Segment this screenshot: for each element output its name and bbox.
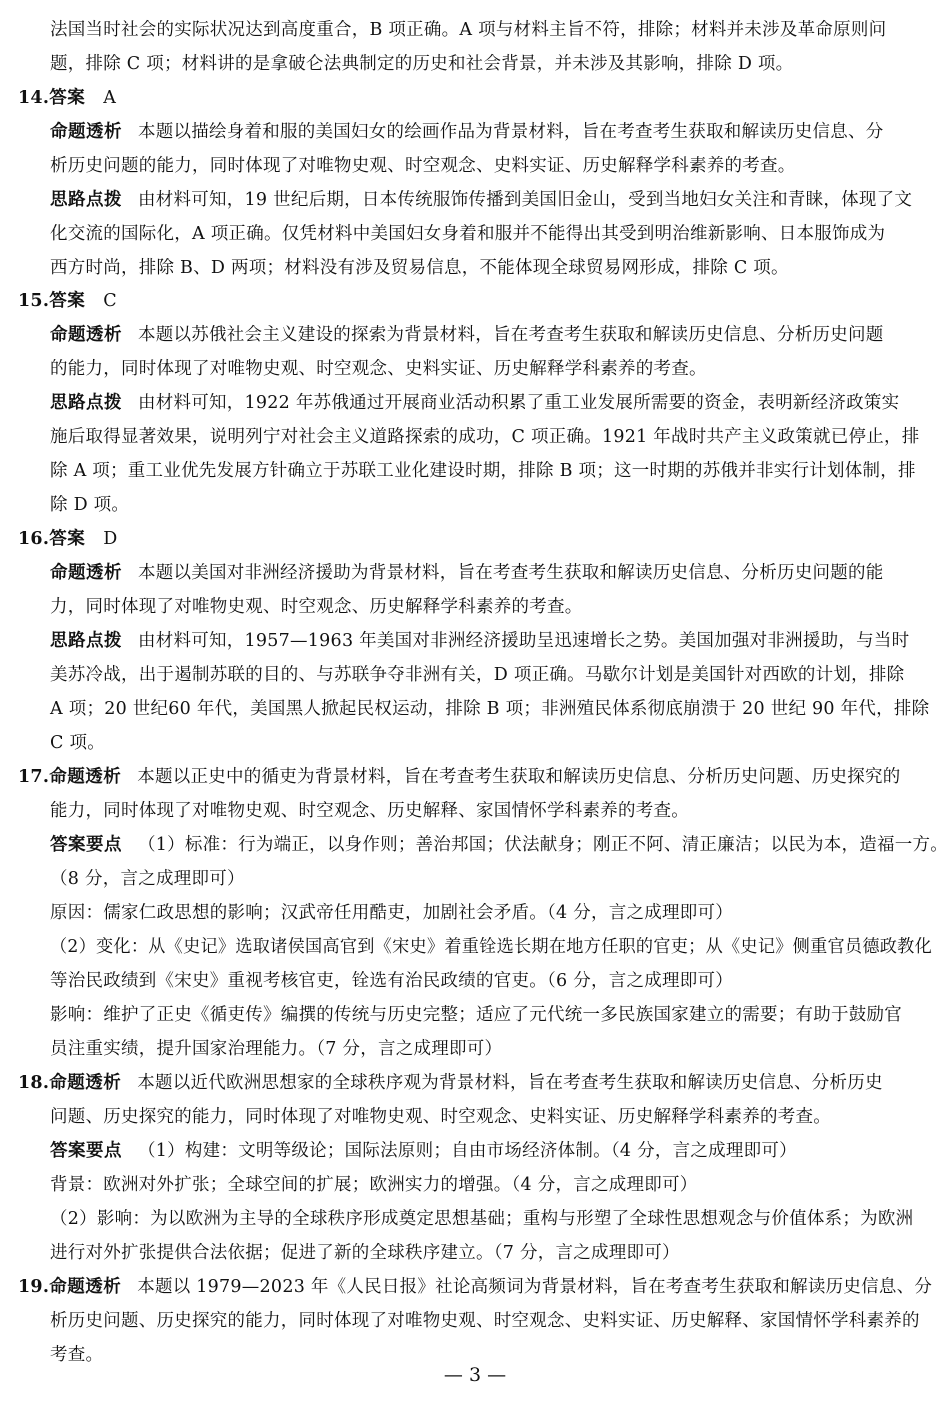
line-text: 影响：维护了正史《循吏传》编撰的传统与历史完整；适应了元代统一多民族国家建立的需要；有助于鼓励官 (50, 1005, 902, 1025)
line-text: 施后取得显著效果，说明列宁对社会主义道路探索的成功，C 项正确。1921 年战时共产主义政策就已停止，排 (50, 427, 920, 447)
text-line (0, 50, 950, 78)
section-label: 命题透析 (50, 122, 122, 142)
text-line (0, 967, 950, 995)
text-line (0, 1171, 950, 1199)
text-line (0, 1273, 950, 1301)
section-label: 答案要点 (50, 835, 122, 855)
line-text: C 项。 (50, 733, 105, 753)
text-line (0, 661, 950, 689)
answer-choice: A (103, 88, 117, 108)
text-line (0, 355, 950, 383)
line-text: 本题以美国对非洲经济援助为背景材料，旨在考查考生获取和解读历史信息、分析历史问题的能 (138, 563, 884, 583)
question-number: 16. (18, 529, 50, 549)
question-number: 14. (18, 88, 50, 108)
section-label: 思路点拨 (50, 190, 122, 210)
line-text: 问题、历史探究的能力，同时体现了对唯物史观、时空观念、史料实证、历史解释学科素养的考查。 (50, 1107, 831, 1127)
line-text: 美苏冷战，出于遏制苏联的目的、与苏联争夺非洲有关，D 项正确。马歇尔计划是美国针对西欧的计划，排除 (50, 665, 905, 685)
text-line (0, 525, 950, 553)
line-text: （8 分，言之成理即可） (50, 869, 245, 889)
text-line (0, 389, 950, 417)
line-text: 进行对外扩张提供合法依据；促进了新的全球秩序建立。（7 分，言之成理即可） (50, 1243, 680, 1263)
line-text: 析历史问题的能力，同时体现了对唯物史观、时空观念、史料实证、历史解释学科素养的考查。 (50, 156, 796, 176)
text-line (1, 933, 933, 961)
line-text: 员注重实绩，提升国家治理能力。（7 分，言之成理即可） (50, 1039, 503, 1059)
line-text: A 项；20 世纪60 年代，美国黑人掀起民权运动，排除 B 项；非洲殖民体系彻底崩溃于 20 世纪 90 年代，排除 (50, 699, 930, 719)
line-text: 由材料可知，1957—1963 年美国对非洲经济援助呈迅速增长之势。美国加强对非洲援助，与当时 (138, 631, 910, 651)
line-text: 析历史问题、历史探究的能力，同时体现了对唯物史观、时空观念、史料实证、历史解释、家国情怀学科素养的 (50, 1311, 920, 1331)
line-text: 由材料可知，19 世纪后期，日本传统服饰传播到美国旧金山，受到当地妇女关注和青睐，体现了文 (138, 190, 913, 210)
text-line (0, 152, 950, 180)
line-text: 本题以正史中的循吏为背景材料，旨在考查考生获取和解读历史信息、分析历史问题、历史探究的 (137, 767, 901, 787)
section-label: 答案 (49, 291, 86, 311)
line-text: 本题以苏俄社会主义建设的探索为背景材料，旨在考查考生获取和解读历史信息、分析历史问题 (138, 325, 884, 345)
text-line (0, 457, 950, 485)
line-text: 由材料可知，1922 年苏俄通过开展商业活动积累了重工业发展所需要的资金，表明新经济政策实 (138, 393, 900, 413)
line-text: 考查。 (50, 1345, 104, 1365)
text-line (0, 254, 950, 282)
line-text: （2）变化：从《史记》选取诸侯国高官到《宋史》着重铨选长期在地方任职的官吏；从《史记》侧重官员德政教化 (50, 937, 932, 957)
line-text: 本题以 1979—2023 年《人民日报》社论高频词为背景材料，旨在考查考生获取和解读历史信息、分 (137, 1277, 933, 1297)
line-text: （1）构建：文明等级论；国际法原则；自由市场经济体制。（4 分，言之成理即可） (138, 1141, 797, 1161)
page-number: — 3 — (443, 1364, 507, 1386)
line-text: 题，排除 C 项；材料讲的是拿破仑法典制定的历史和社会背景，并未涉及其影响，排除 D 项。 (50, 54, 794, 74)
text-line (0, 118, 950, 146)
line-text: （2）影响：为以欧洲为主导的全球秩序形成奠定思想基础；重构与形塑了全球性思想观念与价值体系；为欧洲 (50, 1209, 914, 1229)
question-number: 15. (18, 291, 50, 311)
text-line (0, 627, 950, 655)
text-line (0, 593, 950, 621)
section-label: 答案 (49, 529, 86, 549)
section-label: 思路点拨 (50, 631, 122, 651)
section-label: 命题透析 (49, 1277, 122, 1297)
line-text: 除 D 项。 (50, 495, 130, 515)
question-number: 18. (18, 1073, 50, 1093)
answer-choice: C (103, 291, 117, 311)
answer-choice: D (103, 529, 118, 549)
text-line (0, 491, 950, 519)
line-text: 除 A 项；重工业优先发展方针确立于苏联工业化建设时期，排除 B 项；这一时期的苏俄并非实行计划体制，排 (50, 461, 916, 481)
line-text: 西方时尚，排除 B、D 两项；材料没有涉及贸易信息，不能体现全球贸易网形成，排除 C 项。 (50, 258, 789, 278)
line-text: 能力，同时体现了对唯物史观、时空观念、历史解释、家国情怀学科素养的考查。 (50, 801, 689, 821)
section-label: 思路点拨 (50, 393, 122, 413)
text-line (0, 186, 950, 214)
text-line (0, 865, 950, 893)
text-line (0, 695, 950, 723)
line-text: 的能力，同时体现了对唯物史观、时空观念、史料实证、历史解释学科素养的考查。 (50, 359, 707, 379)
text-line (0, 1103, 950, 1131)
section-label: 命题透析 (49, 1073, 122, 1093)
line-text: 背景：欧洲对外扩张；全球空间的扩展；欧洲实力的增强。（4 分，言之成理即可） (50, 1175, 698, 1195)
text-line (0, 559, 950, 587)
line-text: 等治民政绩到《宋史》重视考核官吏，铨选有治民政绩的官吏。（6 分，言之成理即可） (50, 971, 733, 991)
line-text: 力，同时体现了对唯物史观、时空观念、历史解释学科素养的考查。 (50, 597, 583, 617)
text-line (0, 831, 950, 859)
text-line (0, 899, 950, 927)
text-line (0, 1001, 950, 1029)
text-line (0, 797, 950, 825)
line-text: 法国当时社会的实际状况达到高度重合，B 项正确。A 项与材料主旨不符，排除；材料并未涉及革命原则问 (50, 20, 887, 40)
text-line (0, 220, 950, 248)
line-text: 原因：儒家仁政思想的影响；汉武帝任用酷吏，加剧社会矛盾。（4 分，言之成理即可） (50, 903, 733, 923)
section-label: 答案 (49, 88, 86, 108)
text-line (0, 1137, 950, 1165)
line-text: （1）标准：行为端正，以身作则；善治邦国；伏法献身；刚正不阿、清正廉洁；以民为本，造福一方。 (137, 835, 948, 855)
line-text: 本题以近代欧洲思想家的全球秩序观为背景材料，旨在考查考生获取和解读历史信息、分析历史 (137, 1073, 883, 1093)
text-line (0, 1307, 950, 1335)
text-line (0, 16, 950, 44)
text-line (0, 287, 950, 315)
text-line (0, 763, 950, 791)
text-line (0, 1205, 950, 1233)
question-number: 17. (18, 767, 50, 787)
text-line (0, 84, 950, 112)
text-line (0, 1035, 950, 1063)
text-line (0, 729, 950, 757)
text-line (0, 1239, 950, 1267)
text-line (0, 1069, 950, 1097)
section-label: 答案要点 (50, 1141, 122, 1161)
text-line (0, 423, 950, 451)
section-label: 命题透析 (50, 325, 122, 345)
question-number: 19. (18, 1277, 50, 1297)
line-text: 化交流的国际化，A 项正确。仅凭材料中美国妇女身着和服并不能得出其受到明治维新影响、日本服饰成为 (50, 224, 886, 244)
section-label: 命题透析 (50, 563, 122, 583)
line-text: 本题以描绘身着和服的美国妇女的绘画作品为背景材料，旨在考查考生获取和解读历史信息、分 (138, 122, 884, 142)
section-label: 命题透析 (49, 767, 122, 787)
text-line (0, 321, 950, 349)
